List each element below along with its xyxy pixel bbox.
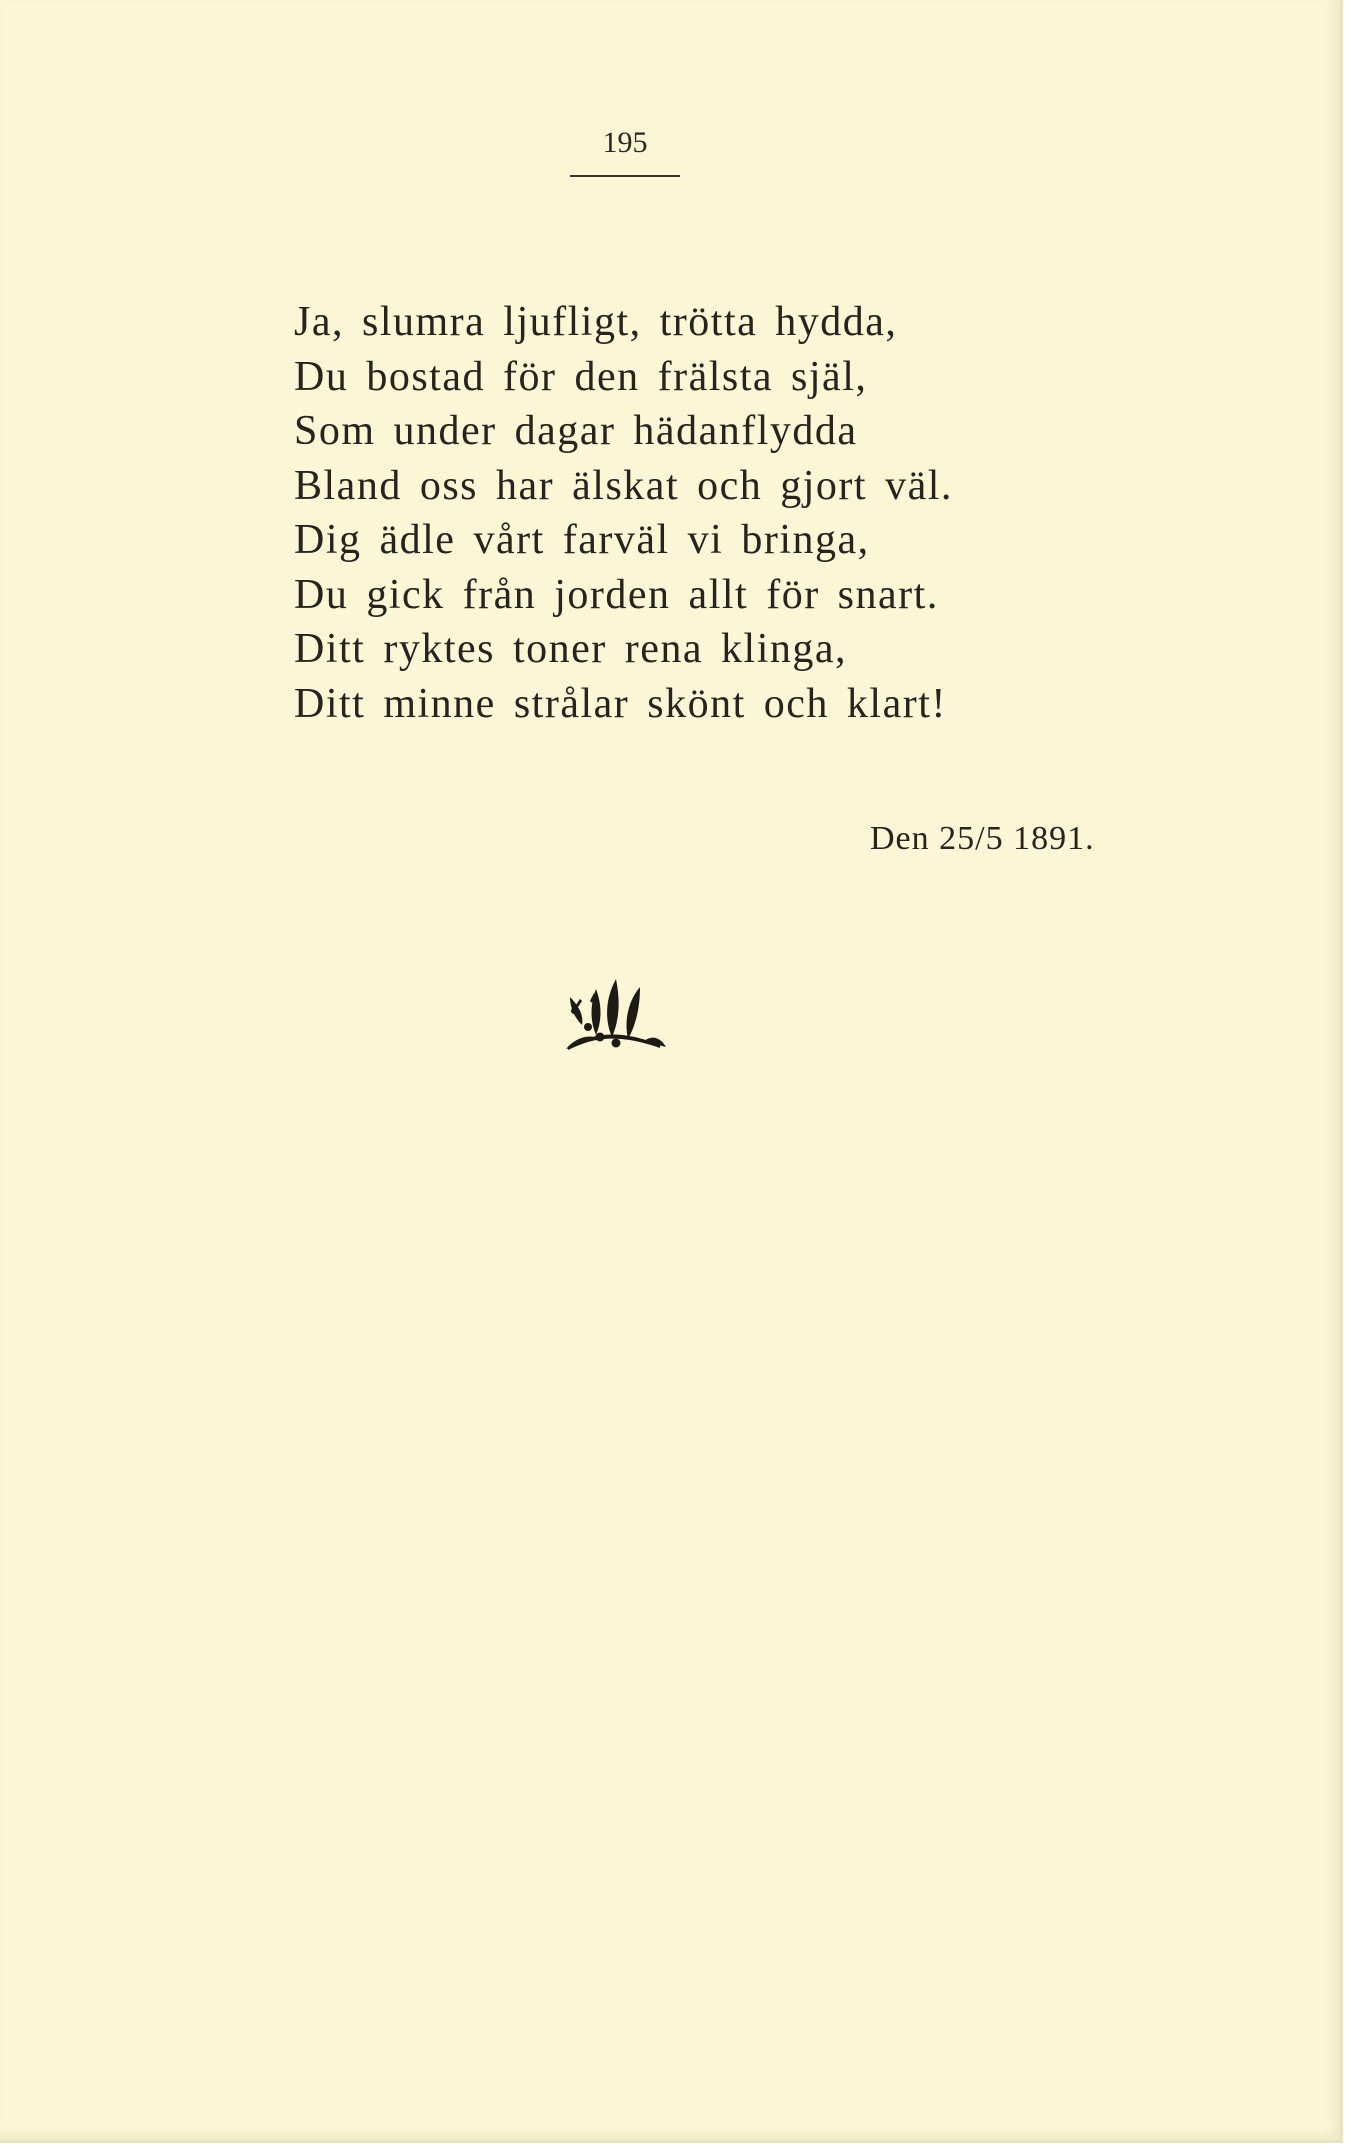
poem-line: Ditt minne strålar skönt och klart! xyxy=(294,680,947,727)
poem-line: Som under dagar hädanflydda xyxy=(294,408,858,454)
page-number-rule xyxy=(570,175,680,177)
poem-stanza xyxy=(294,295,1094,731)
poem-line: Du gick från jorden allt för snart. xyxy=(294,571,939,618)
laurel-sprig-icon xyxy=(560,965,670,1055)
poem-line: Bland oss har älskat och gjort väl. xyxy=(294,462,953,509)
poem-line: Ditt ryktes toner rena klinga, xyxy=(294,626,848,672)
poem-line: Dig ädle vårt farväl vi bringa, xyxy=(294,517,870,563)
poem-line: Ja, slumra ljufligt, trötta hydda, xyxy=(294,299,898,345)
dateline: Den 25/5 1891. xyxy=(870,820,1095,857)
page-number: 195 xyxy=(602,126,648,159)
poem-line: Du bostad för den frälsta själ, xyxy=(294,353,868,400)
